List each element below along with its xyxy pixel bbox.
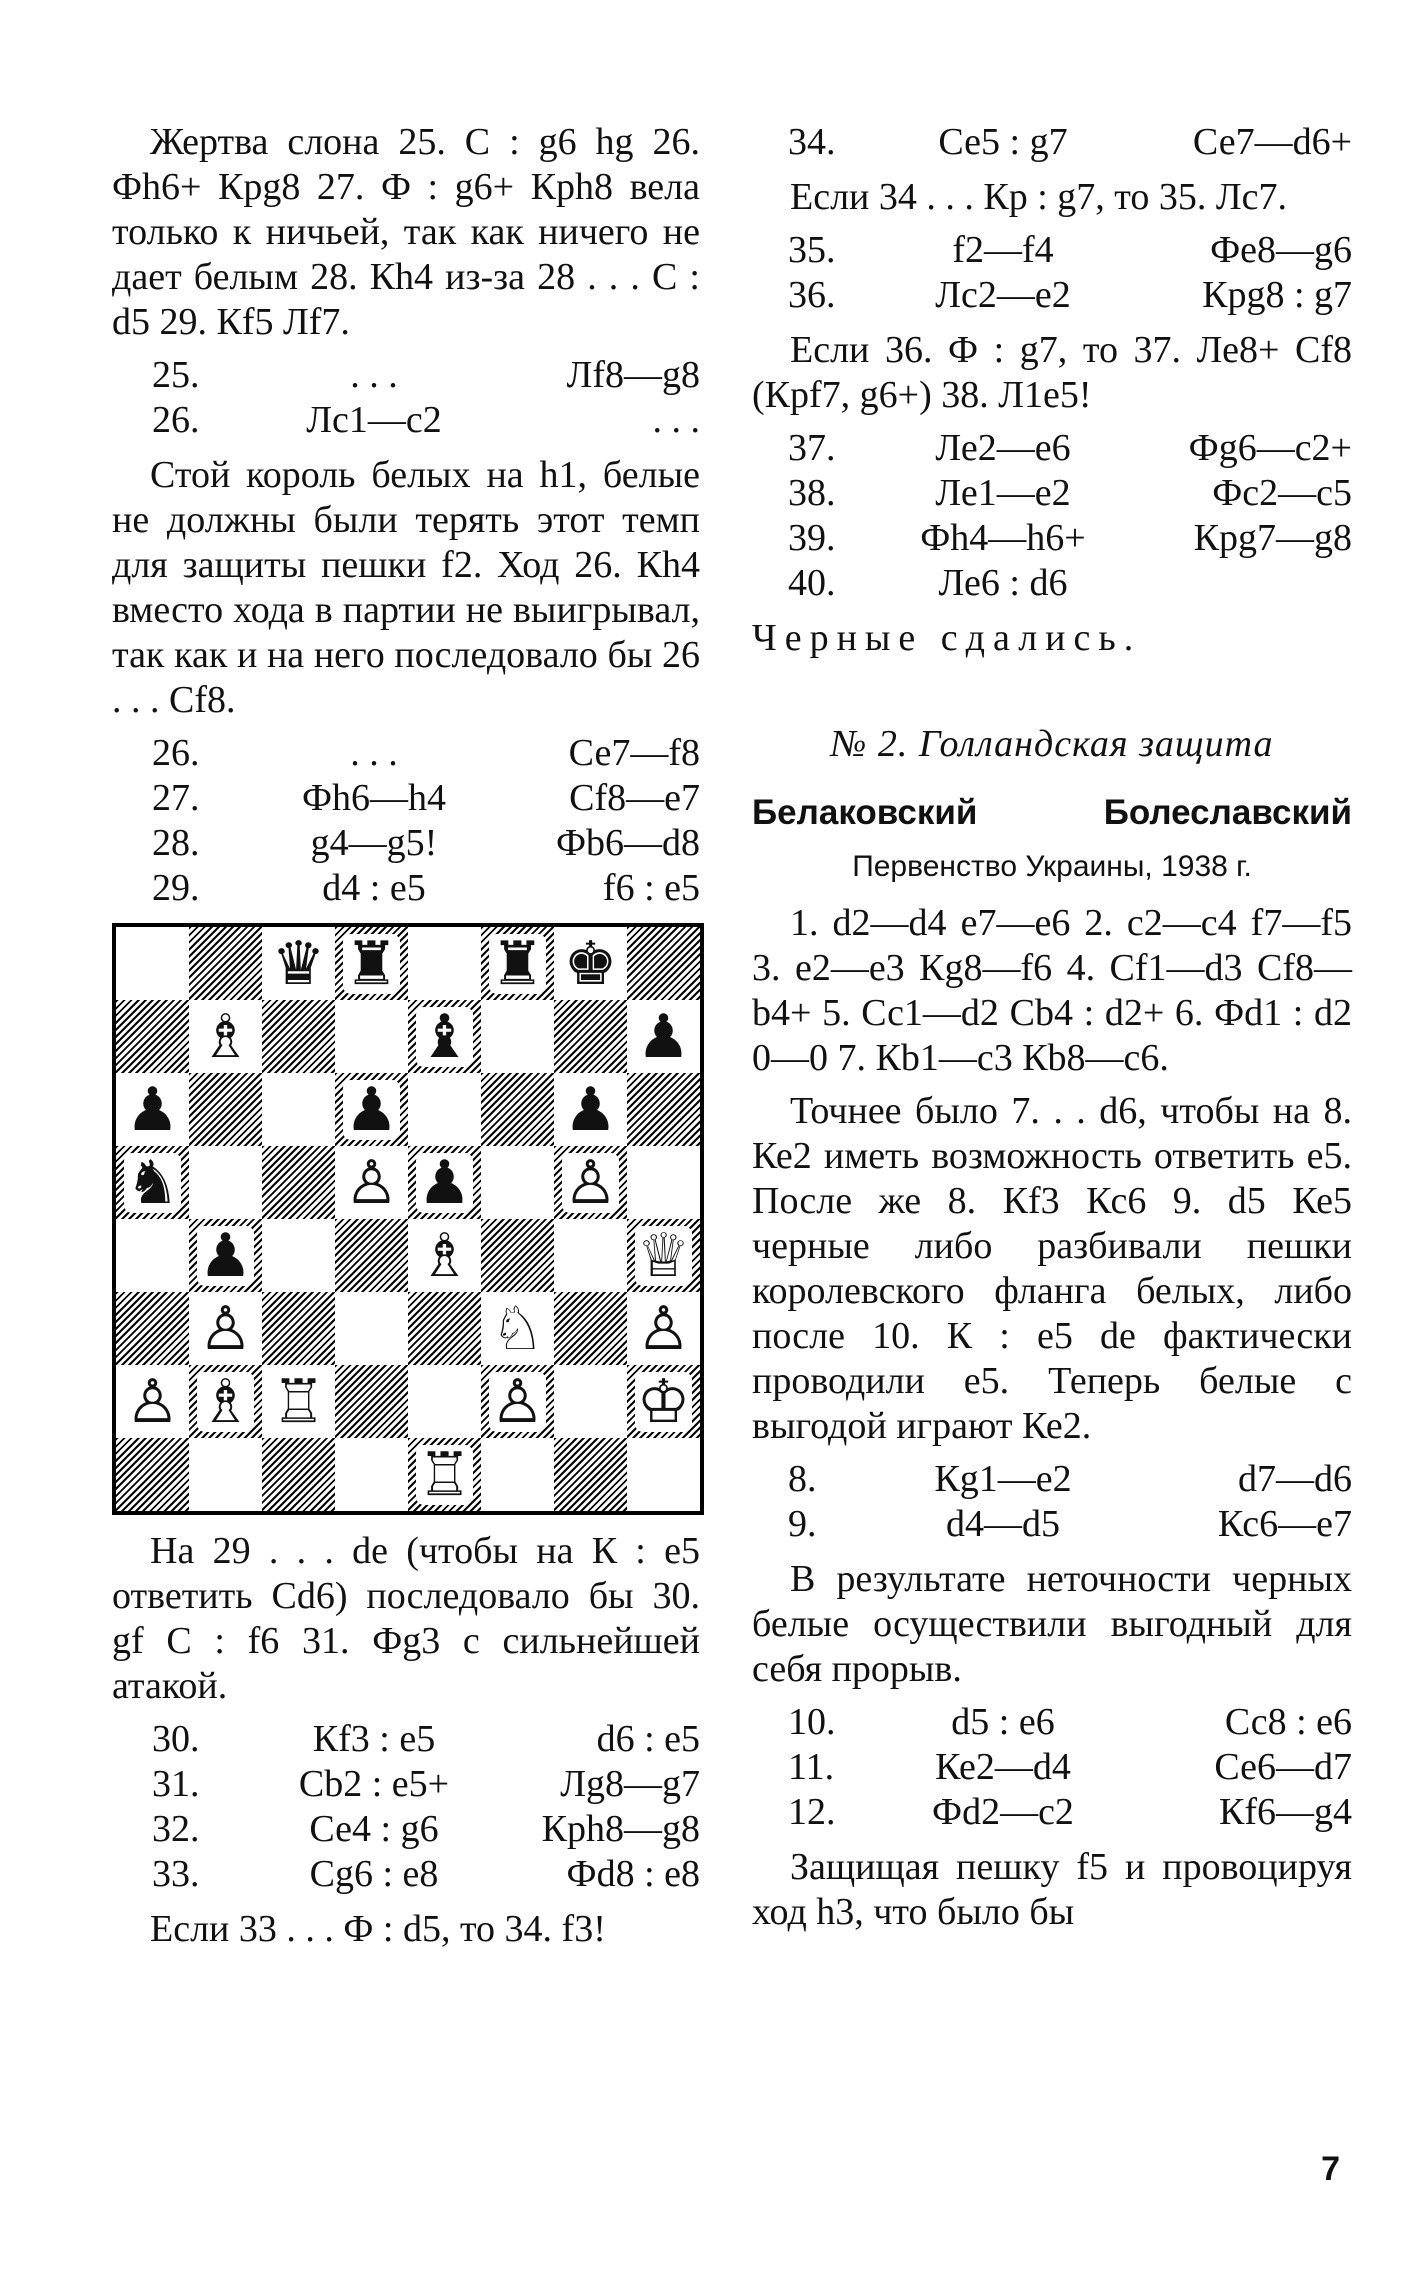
- black-move: Се7—f8: [568, 732, 700, 774]
- board-square: [262, 1000, 335, 1073]
- white-pawn-icon: ♙: [490, 1366, 545, 1437]
- move-number: 10.: [788, 1701, 836, 1743]
- board-square: [116, 1219, 189, 1292]
- board-square: [262, 927, 335, 1000]
- white-bishop-icon: ♗: [417, 1220, 472, 1291]
- white-queen-icon: ♕: [636, 1220, 691, 1291]
- move-number: 32.: [152, 1808, 200, 1850]
- move-row: [752, 120, 1352, 165]
- white-move: Ле6 : d6: [938, 562, 1068, 604]
- page-number: 7: [1321, 2150, 1340, 2188]
- move-number: 34.: [788, 121, 836, 163]
- black-move: Лg8—g7: [560, 1763, 700, 1805]
- board-square: [335, 1146, 408, 1219]
- move-number: 33.: [152, 1853, 200, 1895]
- black-pawn-icon: ♟: [563, 1074, 618, 1145]
- white-move: . . .: [350, 354, 398, 396]
- black-move: Фg6—с2+: [1188, 427, 1352, 469]
- move-row: [752, 1700, 1352, 1745]
- move-number: 8.: [788, 1458, 817, 1500]
- black-move: [1118, 561, 1352, 606]
- board-square: [408, 927, 481, 1000]
- board-square: [481, 1438, 554, 1511]
- white-move: f2—f4: [952, 229, 1054, 271]
- black-pawn-icon: ♟: [125, 1074, 180, 1145]
- move-row: [752, 471, 1352, 516]
- board-square: [189, 1438, 262, 1511]
- black-rook-icon: ♜: [344, 928, 399, 999]
- board-square: [408, 1219, 481, 1292]
- black-pawn-icon: ♟: [198, 1220, 253, 1291]
- white-pawn-icon: ♙: [344, 1147, 399, 1218]
- move-row: [752, 273, 1352, 318]
- board-square: [262, 1365, 335, 1438]
- white-move: . . .: [350, 732, 398, 774]
- white-move: Се4 : g6: [309, 1808, 439, 1850]
- white-king-icon: ♔: [636, 1366, 691, 1437]
- black-move: f6 : е5: [602, 867, 700, 909]
- move-number: 28.: [152, 822, 200, 864]
- board-square: [262, 1146, 335, 1219]
- board-square: [335, 1000, 408, 1073]
- white-move: Сb2 : е5+: [298, 1763, 450, 1805]
- black-pawn-icon: ♟: [344, 1074, 399, 1145]
- move-number: 26.: [152, 399, 200, 441]
- board-square: [554, 1365, 627, 1438]
- board-square: [189, 1365, 262, 1438]
- move-number: 26.: [152, 732, 200, 774]
- resignation-note: Черные сдались.: [752, 617, 1142, 659]
- black-king-icon: ♚: [563, 928, 618, 999]
- board-square: [262, 1073, 335, 1146]
- move-list: [752, 120, 1352, 165]
- black-move: Кс6—е7: [1217, 1503, 1352, 1545]
- game-heading: № 2. Голландская защита: [830, 723, 1274, 765]
- move-row: [752, 1790, 1352, 1835]
- white-move: d4—d5: [946, 1503, 1060, 1545]
- move-row: [752, 561, 1352, 606]
- board-square: [189, 927, 262, 1000]
- board-square: [408, 1073, 481, 1146]
- white-move: Фh4—h6+: [920, 517, 1086, 559]
- board-square: [627, 1219, 700, 1292]
- white-move: Ке2—d4: [935, 1746, 1071, 1788]
- white-move: d4 : е5: [322, 867, 426, 909]
- move-number: 31.: [152, 1763, 200, 1805]
- board-square: [335, 1292, 408, 1365]
- black-move: Кpg7—g8: [1193, 517, 1352, 559]
- white-move: Кg1—е2: [934, 1458, 1072, 1500]
- black-move: Се6—d7: [1214, 1746, 1352, 1788]
- commentary-paragraph: Стой король белых на h1, белые не должны были терять этот темп для защиты пешки f2. Ход 26. Кh4 вместо хода в партии не выигрывал, так как и на него последовало бы 26 . . . Сf8.: [112, 454, 700, 721]
- move-list: [112, 731, 700, 911]
- board-square: [408, 1146, 481, 1219]
- move-row: [112, 776, 700, 821]
- move-row: [112, 821, 700, 866]
- board-square: [335, 1073, 408, 1146]
- white-pawn-icon: ♙: [125, 1366, 180, 1437]
- right-column: [752, 120, 1352, 1943]
- board-square: [554, 1000, 627, 1073]
- move-number: 40.: [788, 562, 836, 604]
- move-number: 36.: [788, 274, 836, 316]
- black-pawn-icon: ♟: [636, 1001, 691, 1072]
- white-move: Се5 : g7: [938, 121, 1068, 163]
- chess-board-diagram: [112, 923, 704, 1515]
- move-list: [752, 1457, 1352, 1547]
- move-list: [752, 426, 1352, 606]
- board-square: [554, 1146, 627, 1219]
- players-line: [752, 791, 1352, 835]
- board-square: [554, 1292, 627, 1365]
- board-square: [554, 1073, 627, 1146]
- move-row: [752, 1457, 1352, 1502]
- white-pawn-icon: ♙: [636, 1293, 691, 1364]
- move-list: [112, 1717, 700, 1897]
- board-square: [481, 1219, 554, 1292]
- white-move: Ле2—е6: [935, 427, 1071, 469]
- white-move: Лс2—е2: [935, 274, 1071, 316]
- board-square: [116, 1365, 189, 1438]
- black-bishop-icon: ♝: [417, 1001, 472, 1072]
- board-square: [189, 1073, 262, 1146]
- white-player-name: Белаковский: [752, 793, 978, 832]
- white-rook-icon: ♖: [417, 1439, 472, 1510]
- commentary-paragraph: Защищая пешку f5 и провоцируя ход h3, что было бы: [752, 1846, 1352, 1933]
- move-row: [112, 731, 700, 776]
- board-square: [335, 1438, 408, 1511]
- board-square: [627, 1365, 700, 1438]
- black-player-name: Болеславский: [1103, 793, 1352, 832]
- board-square: [408, 1438, 481, 1511]
- black-move: Сf8—е7: [569, 777, 700, 819]
- white-bishop-icon: ♗: [198, 1001, 253, 1072]
- black-move: Сс8 : е6: [1224, 1701, 1352, 1743]
- black-move: d7—d6: [1238, 1458, 1352, 1500]
- event-line: Первенство Украины, 1938 г.: [852, 850, 1252, 883]
- white-move: Кf3 : е5: [312, 1718, 436, 1760]
- black-queen-icon: ♛: [271, 928, 326, 999]
- move-row: [112, 353, 700, 398]
- move-row: [752, 228, 1352, 273]
- board-square: [554, 927, 627, 1000]
- move-number: 25.: [152, 354, 200, 396]
- commentary-paragraph: Если 36. Ф : g7, то 37. Ле8+ Сf8 (Кpf7, g6+) 38. Л1е5!: [752, 329, 1352, 416]
- board-square: [627, 1438, 700, 1511]
- white-move: g4—g5!: [310, 822, 438, 864]
- move-number: 9.: [788, 1503, 817, 1545]
- board-square: [481, 1146, 554, 1219]
- board-square: [481, 927, 554, 1000]
- move-row: [112, 866, 700, 911]
- white-move: d5 : е6: [951, 1701, 1055, 1743]
- black-move: d6 : е5: [596, 1718, 700, 1760]
- black-move: Фb6—d8: [555, 822, 700, 864]
- board-square: [262, 1438, 335, 1511]
- white-rook-icon: ♖: [271, 1366, 326, 1437]
- board-square: [481, 1292, 554, 1365]
- board-square: [189, 1219, 262, 1292]
- move-list: [752, 228, 1352, 318]
- board-square: [335, 1219, 408, 1292]
- board-square: [116, 1292, 189, 1365]
- white-pawn-icon: ♙: [198, 1293, 253, 1364]
- white-move: Лс1—с2: [306, 399, 442, 441]
- board-square: [116, 1146, 189, 1219]
- black-move: Кpg8 : g7: [1202, 274, 1352, 316]
- black-move: Кph8—g8: [541, 1808, 700, 1850]
- white-knight-icon: ♘: [490, 1293, 545, 1364]
- move-row: [752, 426, 1352, 471]
- white-move: Фd2—с2: [932, 1791, 1074, 1833]
- board-square: [116, 1073, 189, 1146]
- commentary-paragraph: Точнее было 7. . . d6, чтобы на 8. Ке2 иметь возможность ответить е5. После же 8. Кf3 Кс6 9. d5 Ке5 черные либо разбивали пешки королевского фланга белых, либо после 10. К : е5 dе фактически проводили е5. Теперь белые с выгодой играют Ке2.: [752, 1090, 1352, 1447]
- board-square: [189, 1146, 262, 1219]
- white-bishop-icon: ♗: [198, 1366, 253, 1437]
- board-square: [116, 927, 189, 1000]
- white-move: Фh6—h4: [301, 777, 447, 819]
- move-list: [112, 353, 700, 443]
- move-number: 29.: [152, 867, 200, 909]
- black-pawn-icon: ♟: [417, 1147, 472, 1218]
- board-square: [627, 1292, 700, 1365]
- commentary-paragraph: В результате неточности черных белые осуществили выгодный для себя прорыв.: [752, 1558, 1352, 1690]
- move-row: [112, 1807, 700, 1852]
- board-square: [189, 1292, 262, 1365]
- board-square: [116, 1438, 189, 1511]
- board-square: [481, 1365, 554, 1438]
- move-number: 37.: [788, 427, 836, 469]
- board-square: [554, 1438, 627, 1511]
- board-square: [262, 1219, 335, 1292]
- board-square: [408, 1000, 481, 1073]
- board-square: [481, 1073, 554, 1146]
- move-number: 12.: [788, 1791, 836, 1833]
- board-square: [116, 1000, 189, 1073]
- move-number: 39.: [788, 517, 836, 559]
- move-number: 30.: [152, 1718, 200, 1760]
- black-move: Кf6—g4: [1219, 1791, 1352, 1833]
- black-move: Фd8 : е8: [566, 1853, 700, 1895]
- board-square: [189, 1000, 262, 1073]
- move-row: [112, 1717, 700, 1762]
- move-number: 11.: [788, 1746, 835, 1788]
- board-square: [408, 1365, 481, 1438]
- move-list: [752, 1700, 1352, 1835]
- board-square: [554, 1219, 627, 1292]
- left-column: [112, 120, 700, 1960]
- move-row: [112, 1852, 700, 1897]
- board-square: [262, 1292, 335, 1365]
- white-move: Сg6 : е8: [309, 1853, 439, 1895]
- black-move: . . .: [652, 399, 700, 441]
- move-row: [752, 1745, 1352, 1790]
- black-rook-icon: ♜: [490, 928, 545, 999]
- move-row: [752, 516, 1352, 561]
- black-knight-icon: ♞: [125, 1147, 180, 1218]
- board-square: [627, 1073, 700, 1146]
- commentary-paragraph: Если 34 . . . Кр : g7, то 35. Лс7.: [790, 176, 1288, 218]
- board-square: [335, 1365, 408, 1438]
- board-square: [408, 1292, 481, 1365]
- move-row: [112, 1762, 700, 1807]
- white-move: Ле1—е2: [935, 472, 1071, 514]
- move-row: [112, 398, 700, 443]
- board-square: [627, 1000, 700, 1073]
- opening-moves-paragraph: 1. d2—d4 е7—е6 2. с2—с4 f7—f5 3. е2—е3 Кg8—f6 4. Сf1—d3 Сf8—b4+ 5. Сс1—d2 Сb4 : d2+ 6. Фd1 : d2 0—0 7. Кb1—с3 Кb8—с6.: [752, 902, 1352, 1079]
- white-pawn-icon: ♙: [563, 1147, 618, 1218]
- commentary-paragraph: Если 33 . . . Ф : d5, то 34. f3!: [150, 1908, 606, 1950]
- black-move: Лf8—g8: [566, 354, 700, 396]
- move-row: [752, 1502, 1352, 1547]
- commentary-paragraph: Жертва слона 25. С : g6 hg 26. Фh6+ Кpg8 27. Ф : g6+ Кph8 вела только к ничьей, так как ничего не дает белым 28. Кh4 из-за 28 . . . С : d5 29. Кf5 Лf7.: [112, 121, 700, 343]
- black-move: Фе8—g6: [1210, 229, 1352, 271]
- move-number: 38.: [788, 472, 836, 514]
- board-square: [481, 1000, 554, 1073]
- move-number: 27.: [152, 777, 200, 819]
- board-square: [627, 1146, 700, 1219]
- commentary-paragraph: На 29 . . . dе (чтобы на К : е5 ответить Сd6) последовало бы 30. gf С : f6 31. Фg3 с сильнейшей атакой.: [112, 1530, 700, 1707]
- black-move: Се7—d6+: [1192, 121, 1352, 163]
- move-number: 35.: [788, 229, 836, 271]
- board-square: [335, 927, 408, 1000]
- board-square: [627, 927, 700, 1000]
- black-move: Фс2—с5: [1212, 472, 1352, 514]
